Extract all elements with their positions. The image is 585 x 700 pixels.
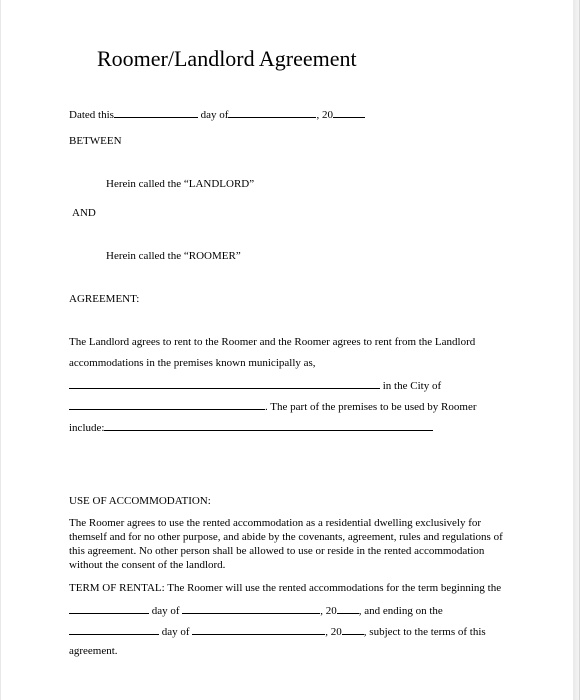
agreement-text-1: The Landlord agrees to rent to the Roomer and the Roomer agrees to rent from the Landlord — [69, 336, 476, 348]
city-blank[interactable] — [69, 399, 265, 410]
city-of-label: in the City of — [382, 380, 442, 392]
dated-month-blank[interactable] — [228, 107, 316, 118]
roomer-line: Herein called the “ROOMER” — [106, 250, 241, 262]
term-end-day-blank[interactable] — [69, 624, 159, 635]
term-text: TERM OF RENTAL: The Roomer will use the rented accommodations for the term beginning the — [69, 582, 502, 594]
term-end-month-blank[interactable] — [192, 624, 325, 635]
term-line-1 — [69, 603, 443, 618]
year-prefix: , 20 — [316, 109, 333, 121]
use-heading: USE OF ACCOMMODATION: — [69, 495, 211, 507]
term-start-month-blank[interactable] — [182, 603, 320, 614]
landlord-line: Herein called the “LANDLORD” — [106, 178, 255, 190]
page-edge — [573, 0, 579, 700]
and-ending-on-text: , and ending on the — [358, 605, 443, 617]
and-label: AND — [72, 207, 96, 219]
include-line — [69, 420, 433, 435]
dated-this-label: Dated this — [69, 109, 114, 121]
dated-day-blank[interactable] — [114, 107, 198, 118]
dated-line — [69, 107, 365, 122]
between-label: BETWEEN — [69, 135, 122, 147]
include-blank[interactable] — [104, 420, 433, 431]
agreement-heading: AGREEMENT: — [69, 293, 140, 305]
address-blank[interactable] — [69, 378, 380, 389]
use-text-1: The Roomer agrees to use the rented accommodation as a residential dwelling exclusively for — [69, 517, 482, 529]
term-start-day-blank[interactable] — [69, 603, 149, 614]
term-start-year-blank[interactable] — [337, 603, 359, 614]
include-label: include: — [69, 422, 105, 434]
premises-part-text: . The part of the premises to be used by Roomer — [265, 401, 477, 413]
address-line — [69, 378, 441, 393]
document-title: Roomer/Landlord Agreement — [97, 46, 357, 71]
term-end-year-blank[interactable] — [342, 624, 364, 635]
dated-year-blank[interactable] — [333, 107, 365, 118]
term-year-prefix: , 20 — [320, 605, 337, 617]
term-line-2 — [69, 624, 486, 639]
use-text-2: themself and for no other purpose, and abide by the covenants, agreement, rules and regulations of — [69, 531, 503, 543]
agreement-text-2: accommodations in the premises known municipally as, — [69, 357, 316, 369]
use-text-3: this agreement. No other person shall be allowed to use or reside in the rented accommodation — [69, 545, 485, 557]
term-day-of-label: day of — [151, 605, 180, 617]
use-text-4: without the consent of the landlord. — [69, 559, 226, 571]
subject-to-text: , subject to the terms of this — [363, 626, 486, 638]
term2-year-prefix: , 20 — [325, 626, 342, 638]
term2-day-of-label: day of — [161, 626, 190, 638]
city-line — [69, 399, 477, 414]
agreement-word: agreement. — [69, 645, 118, 657]
day-of-label: day of — [200, 109, 229, 121]
